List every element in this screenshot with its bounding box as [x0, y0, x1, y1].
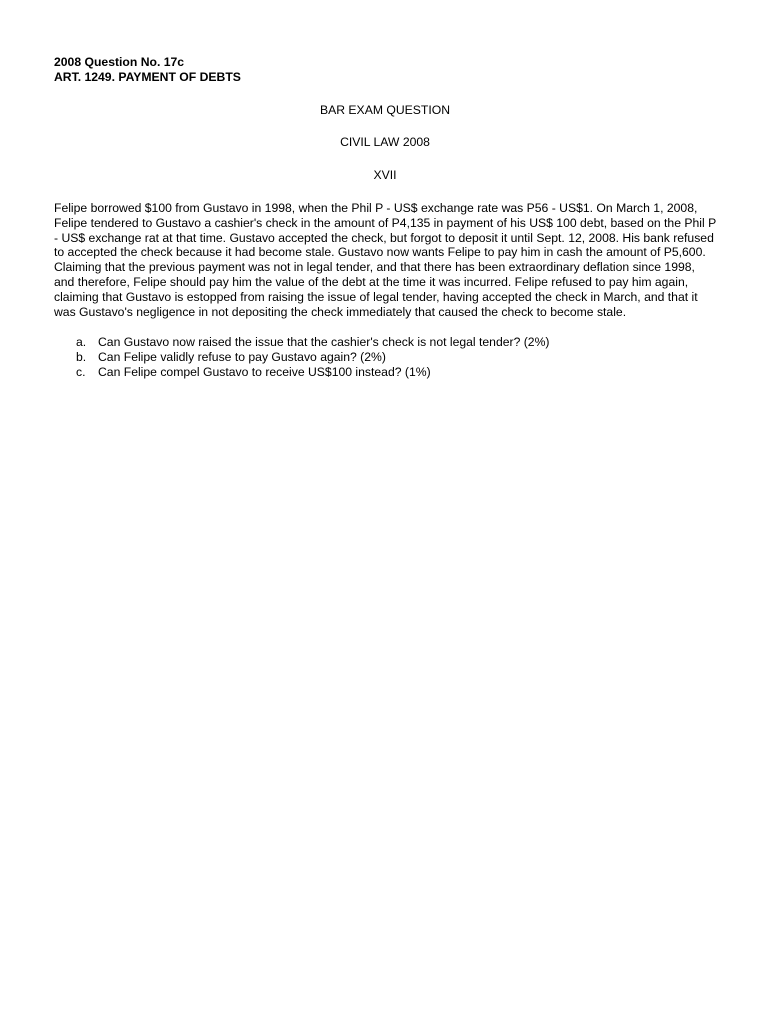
- sub-question-letter: b.: [76, 350, 87, 365]
- list-item: [54, 350, 716, 365]
- question-paragraph: Felipe borrowed $100 from Gustavo in 1998, when the Phil P - US$ exchange rate was P56 - US$1. On March 1, 2008, Felipe tendered to Gustavo a cashier's check in the amount of P4,135 in payment of his US$ 100 debt, based on the Phil P - US$ exchange rat at that time. Gustavo accepted the check, but forgot to deposit it until Sept. 12, 2008. His bank refused to accepted the check because it had become stale. Gustavo now wants Felipe to pay him in cash the amount of P5,600. Claiming that the previous payment was not in legal tender, and that there has been extraordinary deflation since 1998, and therefore, Felipe should pay him the value of the debt at the time it was incurred. Felipe refused to pay him again, claiming that Gustavo is estopped from raising the issue of legal tender, having accepted the check in March, and that it was Gustavo's negligence in not depositing the check immediately that caused the check to become stale.: [54, 200, 716, 319]
- sub-question-letter: a.: [76, 335, 87, 350]
- list-item: [54, 335, 716, 350]
- sub-question-text: Can Gustavo now raised the issue that the cashier's check is not legal tender? (2%): [98, 335, 550, 350]
- question-number-heading: 2008 Question No. 17c: [54, 55, 185, 69]
- sub-question-text: Can Felipe validly refuse to pay Gustavo again? (2%): [98, 350, 386, 365]
- sub-question-list: [54, 335, 716, 379]
- sub-question-letter: c.: [76, 364, 86, 379]
- list-item: [54, 365, 716, 380]
- article-heading: ART. 1249. PAYMENT OF DEBTS: [54, 69, 241, 84]
- document-page: [54, 55, 716, 380]
- exam-title: BAR EXAM QUESTION: [319, 102, 451, 117]
- subject-title: CIVIL LAW 2008: [340, 135, 430, 150]
- sub-question-text: Can Felipe compel Gustavo to receive US$100 instead? (1%): [98, 364, 431, 379]
- question-roman-number: XVII: [373, 168, 397, 183]
